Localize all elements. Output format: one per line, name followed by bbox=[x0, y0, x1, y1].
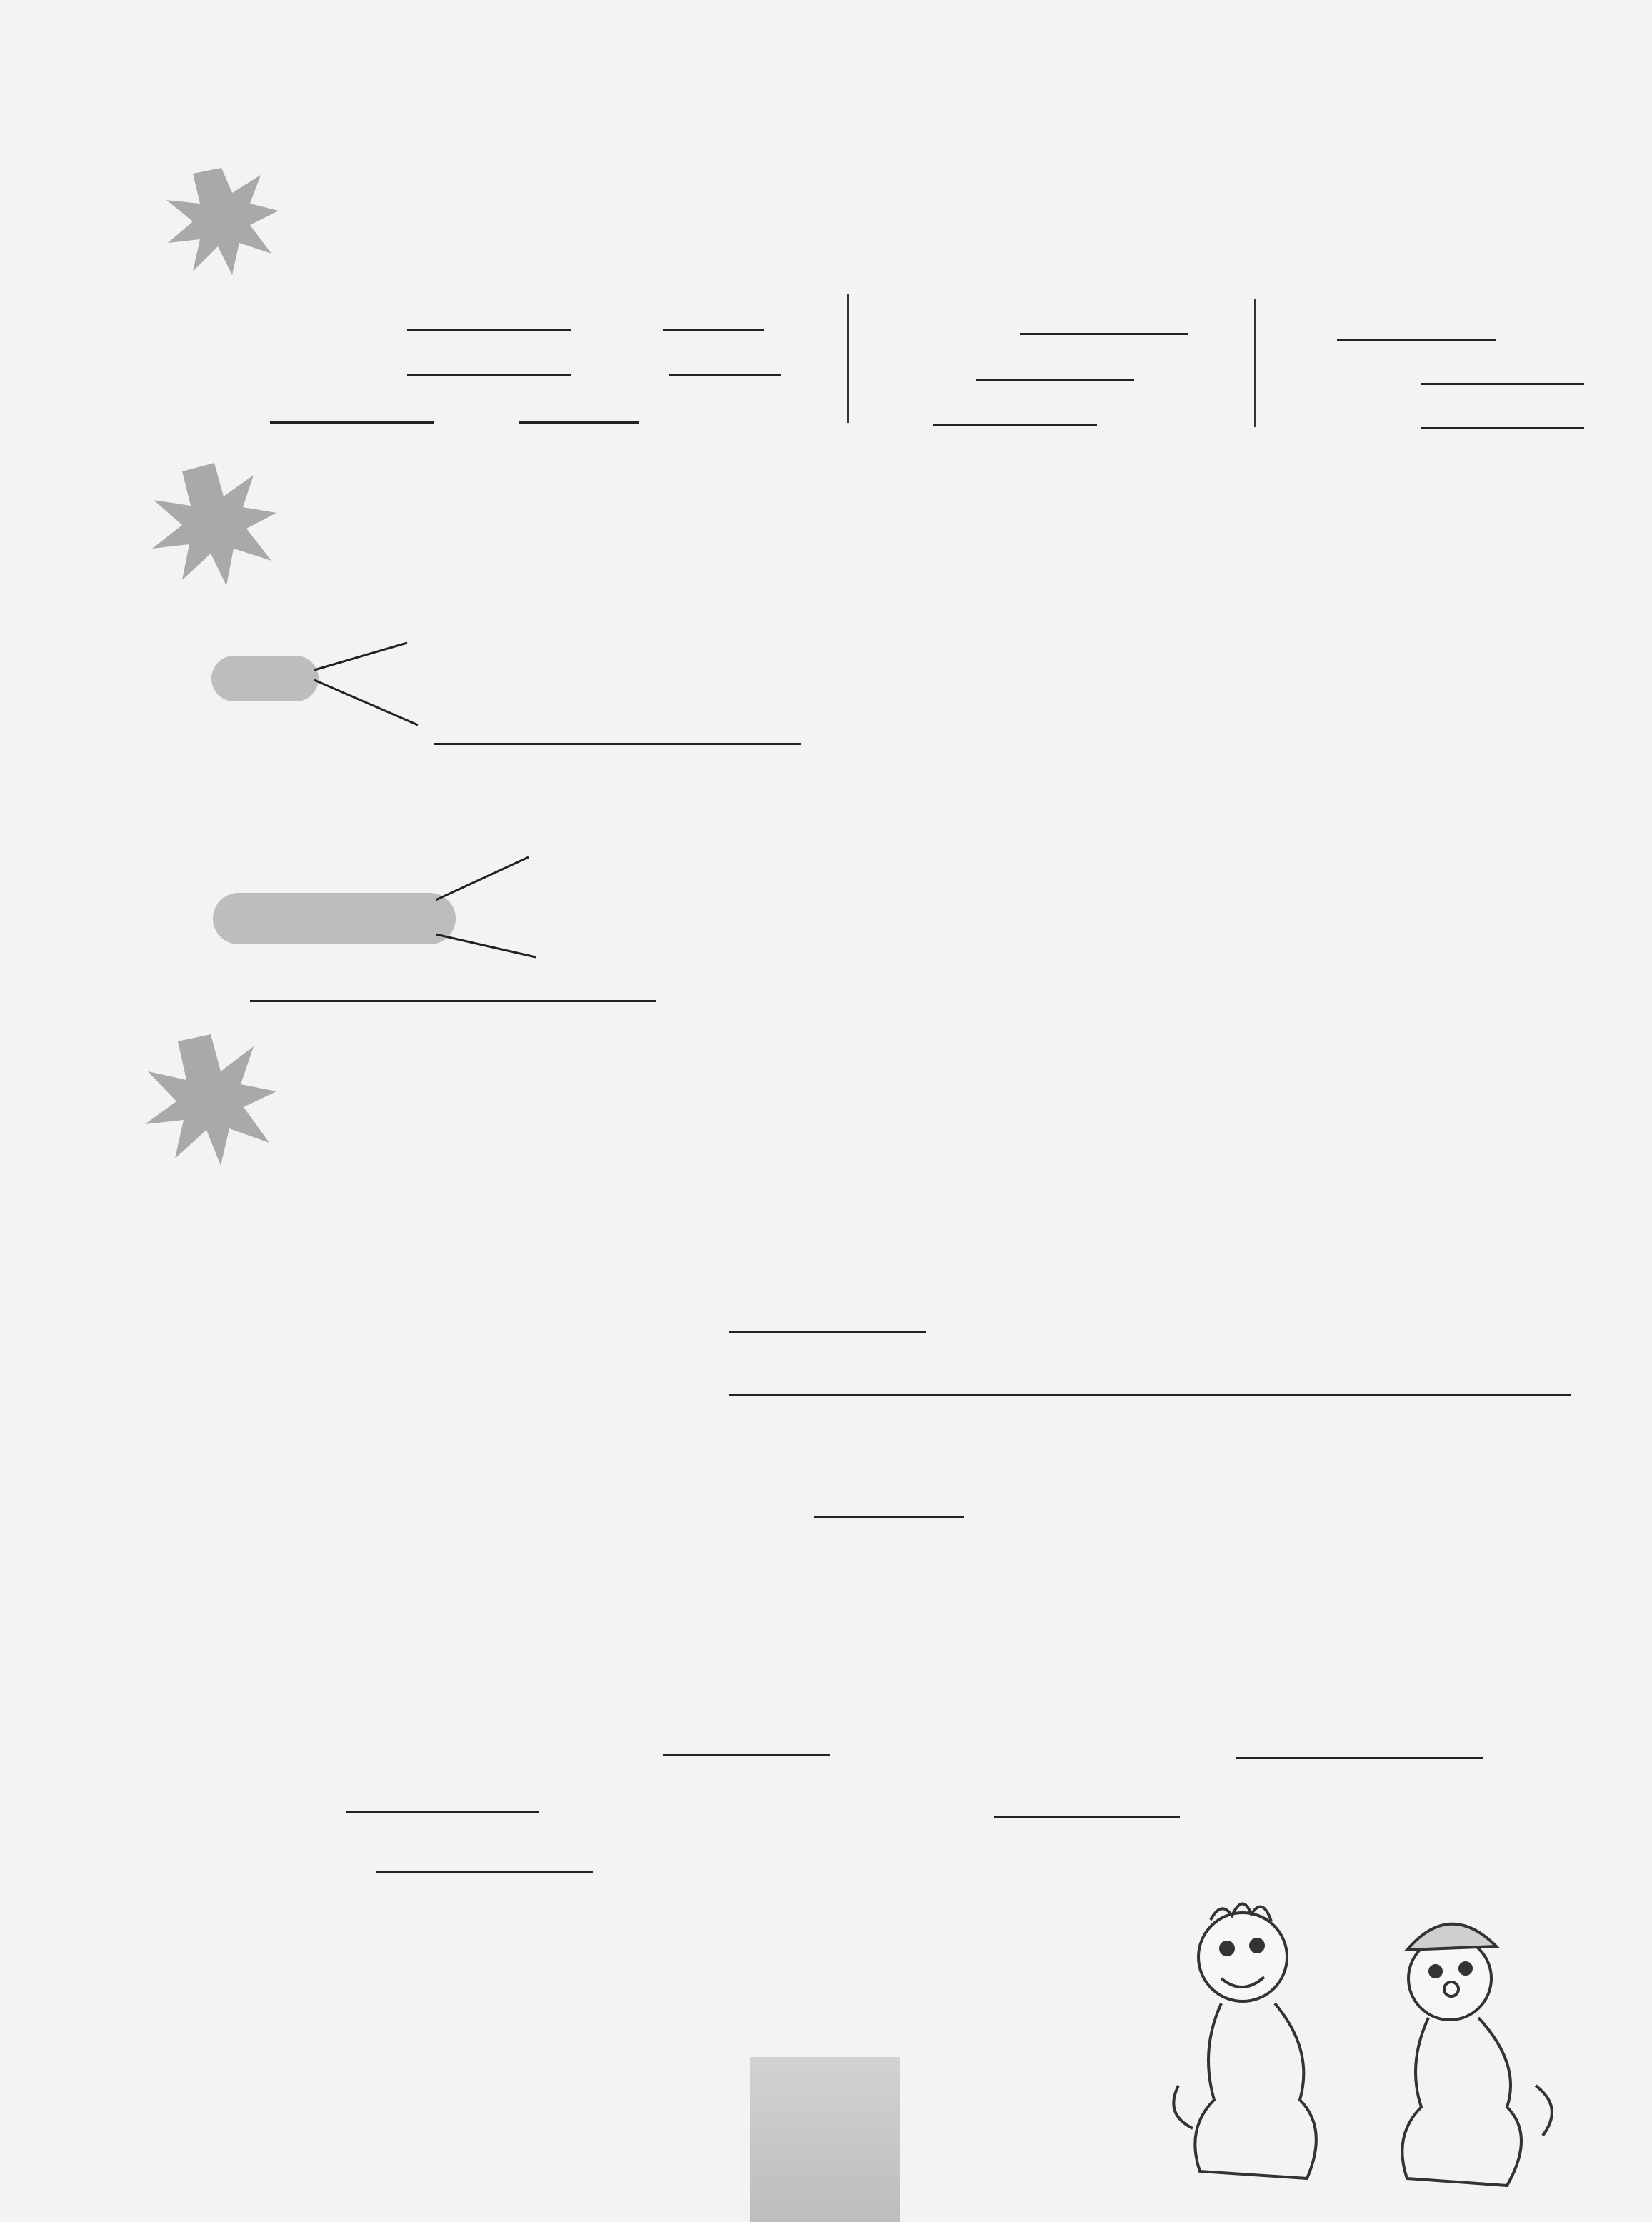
ex2-blank[interactable] bbox=[407, 329, 571, 331]
ex2-blank[interactable] bbox=[519, 421, 639, 424]
exercise-4-splat-icon bbox=[139, 1029, 282, 1171]
dialog-blank[interactable] bbox=[346, 1811, 539, 1813]
ex2-blank[interactable] bbox=[1421, 383, 1584, 385]
ex2-blank[interactable] bbox=[1020, 333, 1188, 335]
dialog-blank[interactable] bbox=[1236, 1757, 1483, 1759]
dialog-blank[interactable] bbox=[729, 1331, 926, 1333]
laut-branch-lines bbox=[314, 636, 429, 736]
dialog-blank[interactable] bbox=[376, 1871, 593, 1873]
dialog-blank[interactable] bbox=[663, 1754, 830, 1756]
ex2-blank[interactable] bbox=[1421, 427, 1584, 429]
gruen-meaning-2-blank[interactable] bbox=[250, 1000, 656, 1002]
column-separator bbox=[1254, 299, 1256, 427]
page-number-tab bbox=[750, 2057, 900, 2222]
column-separator bbox=[847, 294, 849, 423]
dialog-blank[interactable] bbox=[729, 1394, 1571, 1396]
ex2-blank[interactable] bbox=[270, 421, 434, 424]
ex2-blank[interactable] bbox=[1337, 339, 1496, 341]
ex2-blank[interactable] bbox=[669, 374, 781, 376]
laut-word-bubble bbox=[211, 656, 319, 701]
ex2-blank[interactable] bbox=[976, 379, 1134, 381]
dialog-blank[interactable] bbox=[994, 1816, 1180, 1818]
finger-puppets-illustration-icon bbox=[1136, 1871, 1621, 2207]
exercise-2-splat-icon bbox=[161, 161, 282, 282]
ex2-blank[interactable] bbox=[407, 374, 571, 376]
exercise-3-splat-icon bbox=[146, 457, 282, 593]
dialog-blank[interactable] bbox=[814, 1516, 964, 1518]
gruen-word-bubble bbox=[213, 893, 456, 944]
gruen-branch-lines bbox=[436, 850, 543, 964]
ex2-blank[interactable] bbox=[933, 424, 1097, 426]
ex2-blank[interactable] bbox=[663, 329, 764, 331]
laut-meaning-2-blank[interactable] bbox=[434, 743, 801, 745]
